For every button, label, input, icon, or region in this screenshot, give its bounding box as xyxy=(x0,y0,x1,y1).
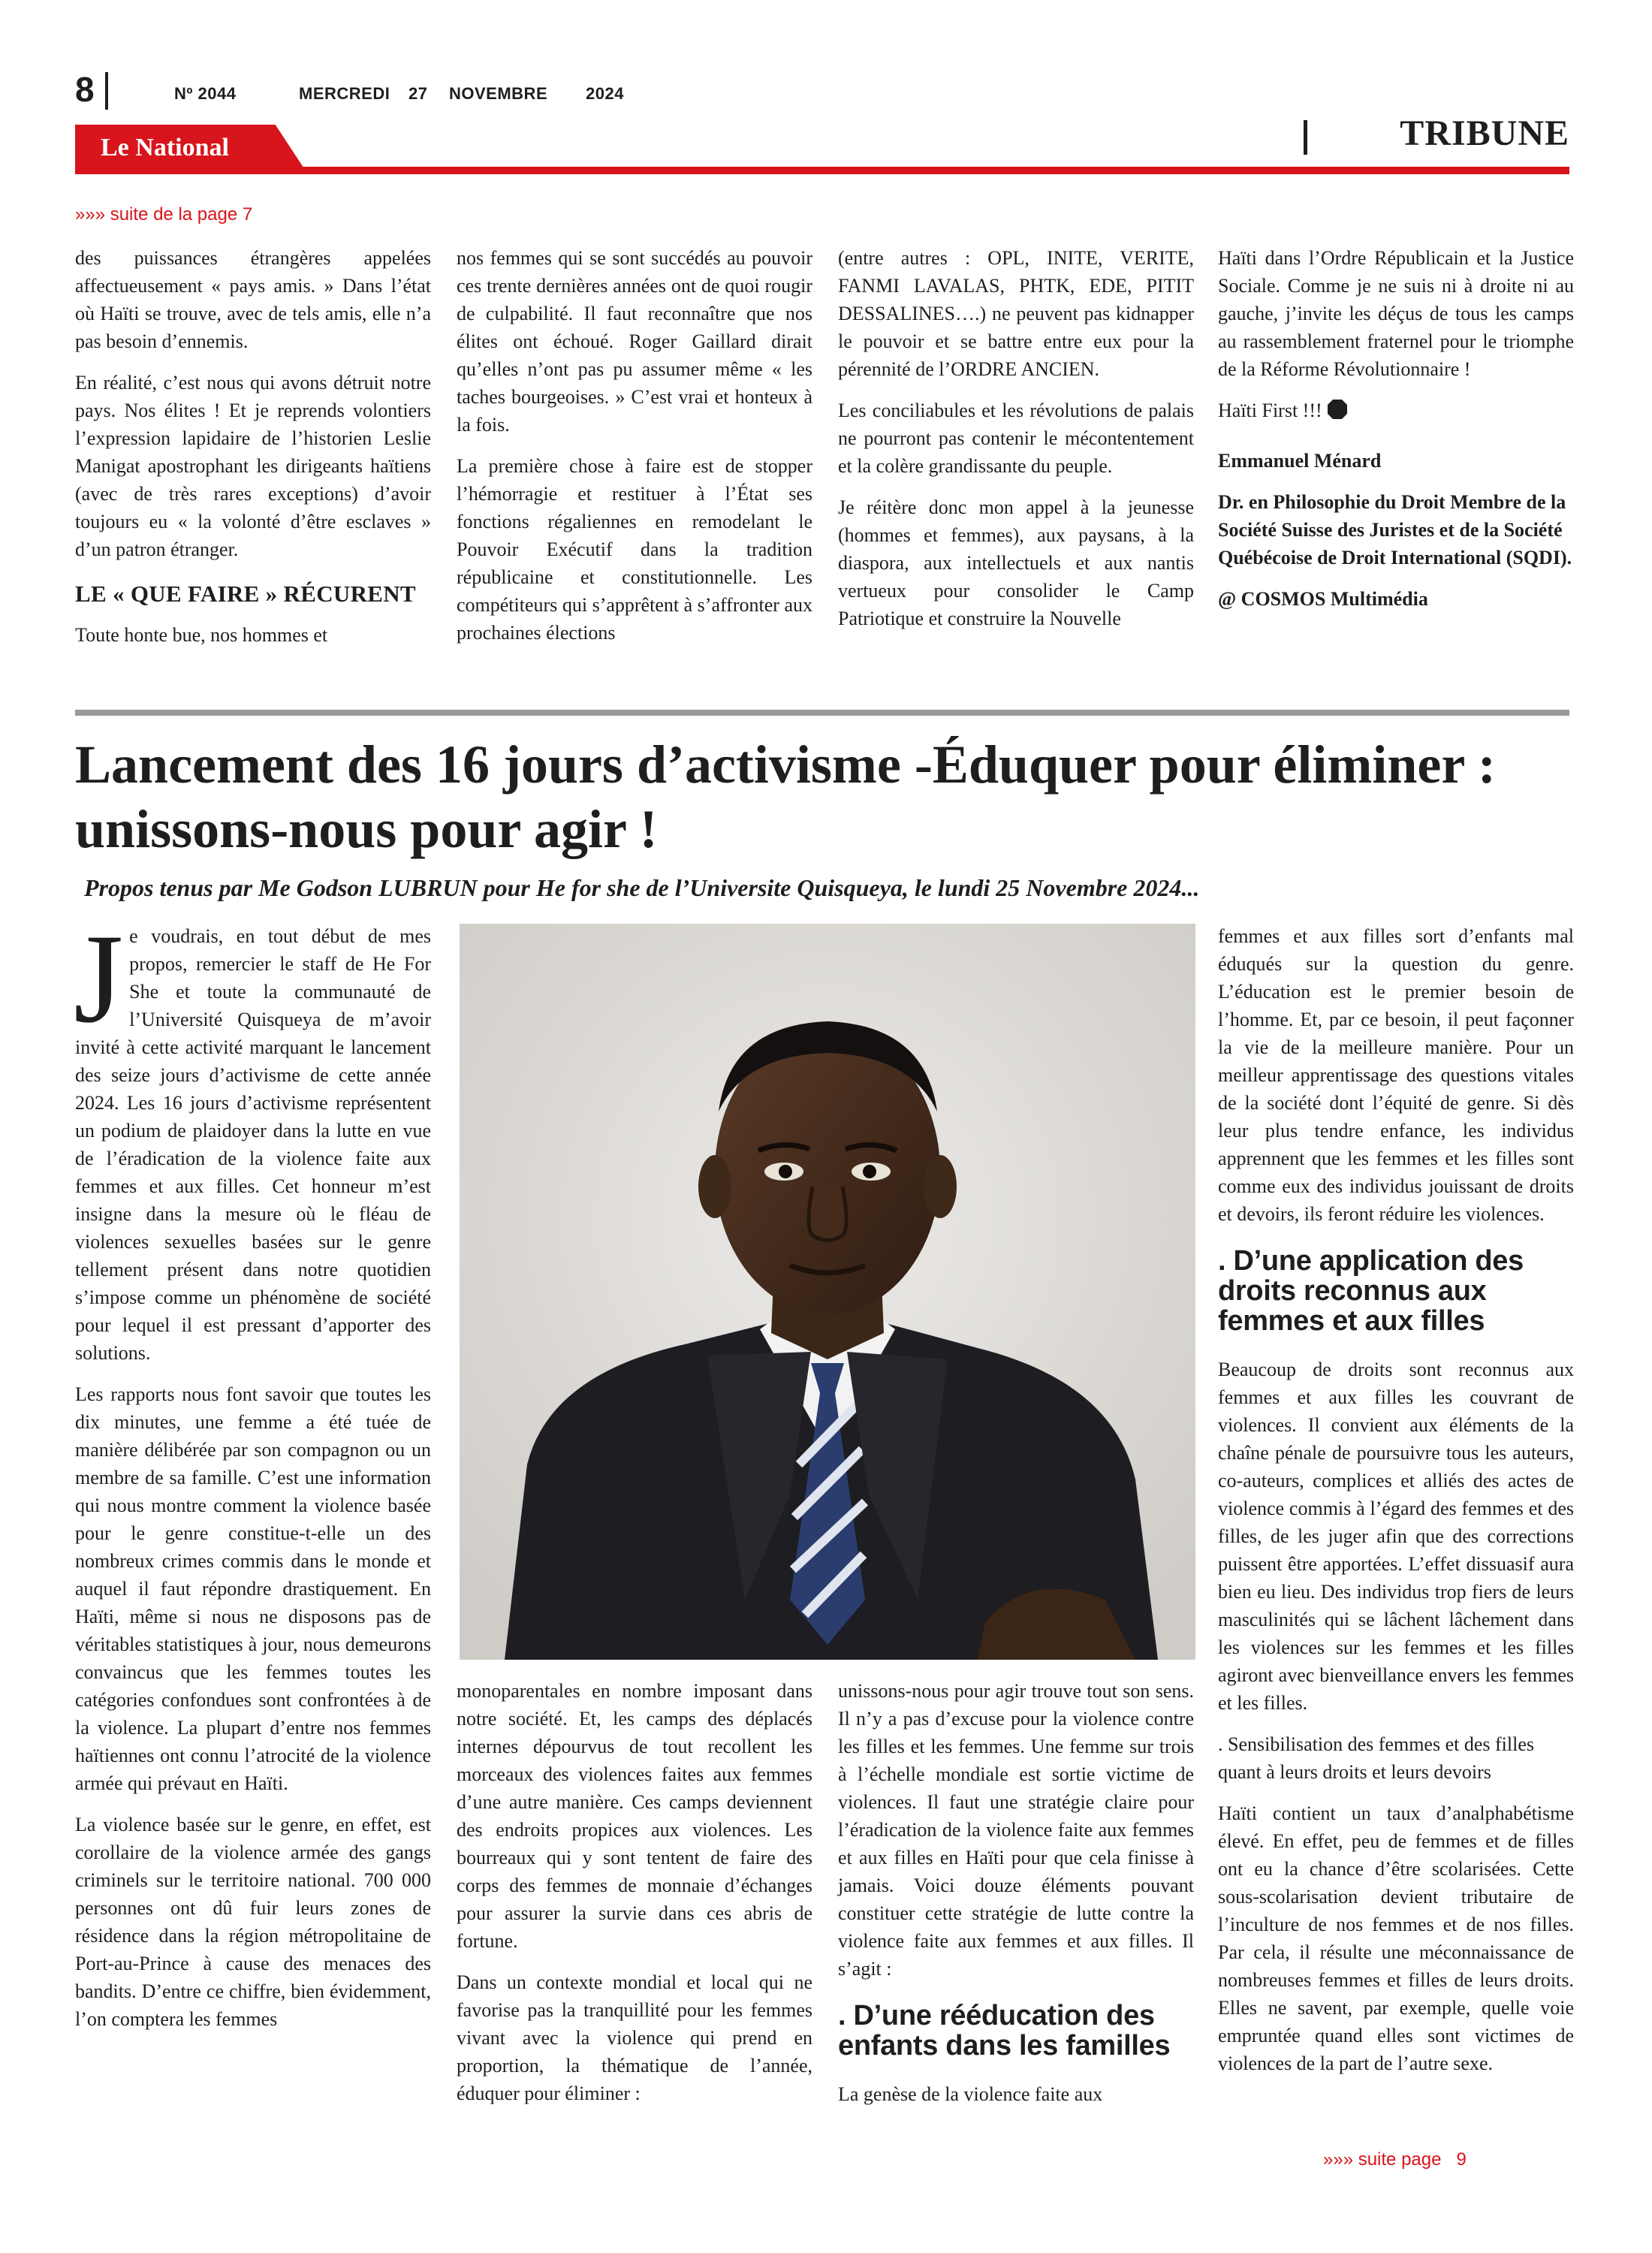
paragraph: unissons-nous pour agir trouve tout son sens. Il n’y a pas d’excuse pour la violence contre les filles et les femmes. Une femme sur trois à l’échelle mondiale est sortie victime de violences. Il faut une stratégie claire pour l’éradication de la violence faite aux femmes et aux filles en Haïti pour que cela finisse à jamais. Voici douze éléments pouvant constituer cette stratégie de lutte contre la violence faite aux femmes et aux filles. Il s’agit : xyxy=(838,1680,1194,1980)
page-number-divider xyxy=(105,72,108,110)
tribune-column-2 xyxy=(457,244,812,647)
article-subheading: . D’une rééducation des enfants dans les familles xyxy=(838,2000,1171,2061)
photo-credit: @ COSMOS Multimédia xyxy=(1218,588,1428,610)
paragraph: Haïti dans l’Ordre Républicain et la Justice Sociale. Comme je ne suis ni à droite ni au gauche, j’invite les déçus de tous les camps au rassemblement fraternel pour le triomphe de la Réforme Révolutionnaire ! xyxy=(1218,247,1574,380)
issue-number: Nº 2044 xyxy=(174,84,237,103)
paragraph: des puissances étrangères appelées affectueusement « pays amis. » Dans l’état où Haïti se trouve, avec de tels amis, elle n’a pas besoin d’ennemis. xyxy=(75,247,431,352)
tribune-subheading: LE « QUE FAIRE » RÉCURENT xyxy=(75,581,416,607)
article-divider xyxy=(75,710,1569,716)
date-day: MERCREDI xyxy=(299,84,390,103)
paragraph: La violence basée sur le genre, en effet, est corollaire de la violence armée des gangs criminels sur le territoire national. 700 000 personnes ont dû fuir leurs zones de résidence dans la région métropolitaine de Port-au-Prince à cause des menaces des bandits. D’entre ce chiffre, bien évidemment, l’on comptera les femmes xyxy=(75,1814,431,2030)
article-column-1 xyxy=(74,908,431,2033)
continued-on-prefix: »»» suite page xyxy=(1323,2149,1442,2170)
date-year: 2024 xyxy=(586,84,624,103)
paragraph: La genèse de la violence faite aux xyxy=(838,2083,1103,2105)
newspaper-brand: Le National xyxy=(101,134,229,161)
paragraph: monoparentales en nombre imposant dans notre société. Et, les camps des déplacés internes dépourvus de tout recollent les morceaux des violences faites aux femmes d’une autre manière. Ces camps deviennent des endroits propices aux violences. Les bourreaux qui y sont tentent de faire des corps des femmes de monnaie d’échanges pour assurer la survie dans ces abris de fortune. xyxy=(457,1680,812,1952)
tribune-column-1 xyxy=(75,244,431,649)
paragraph: Je réitère donc mon appel à la jeunesse (hommes et femmes), aux paysans, à la diaspora, aux intellectuels et aux nantis vertueux pour consolider le Camp Patriotique et construire la Nouvelle xyxy=(838,496,1194,629)
end-mark-icon xyxy=(1327,399,1348,420)
paragraph: Les rapports nous font savoir que toutes les dix minutes, une femme a été tuée de manière délibérée par son compagnon ou un membre de sa famille. C’est une information qui nous montre comment la violence basée pour le genre constitue-t-elle un des nombreux crimes commis dans le monde et auquel il faut répondre drastiquement. En Haïti, même si nous ne disposons pas de véritables statistiques à jour, nous demeurons convaincus que les femmes toutes les catégories confondues sont confrontées à de la violence. La plupart d’entre nos femmes haïtiennes ont connu l’atrocité de la violence armée qui prévaut en Haïti. xyxy=(75,1383,431,1794)
date-month: NOVEMBRE xyxy=(449,84,548,103)
paragraph: Les conciliabules et les révolutions de palais ne pourront pas contenir le mécontentement et la colère grandissante du peuple. xyxy=(838,400,1194,477)
paragraph: Dans un contexte mondial et local qui ne favorise pas la tranquillité pour les femmes vivant avec la violence qui prend en proportion, la thématique de l’année, éduquer pour éliminer : xyxy=(457,1971,812,2104)
article-subheading: . D’une application des droits reconnus aux femmes et aux filles xyxy=(1218,1245,1524,1337)
page-number: 8 xyxy=(75,70,95,109)
paragraph: La première chose à faire est de stopper l’hémorragie et restituer à l’État ses fonctions régaliennes en remodelant le Pouvoir Exécutif dans la tradition républicaine et constitutionnelle. Les compétiteurs qui s’apprêtent à s’affronter aux prochaines élections xyxy=(457,455,812,644)
article-column-4 xyxy=(1218,922,1574,2077)
continued-on-label xyxy=(1323,2149,1467,2170)
article-standfirst: Propos tenus par Me Godson LUBRUN pour He for she de l’Universite Quisqueya, le lundi 25 Novembre 2024... xyxy=(84,874,1200,901)
paragraph: nos femmes qui se sont succédés au pouvoir ces trente dernières années ont de quoi rougir de culpabilité. Il faut reconnaître que nos élites ont échoué. Roger Gaillard dirait qu’elles n’ont pas pu assumer même « les taches bourgeoises. » C’est vrai et honteux à la fois. xyxy=(457,247,812,436)
continued-from-label: »»» suite de la page 7 xyxy=(75,204,253,225)
paragraph: En réalité, c’est nous qui avons détruit notre pays. Nos élites ! Et je reprends volontiers l’expression lapidaire de l’historien Leslie Manigat apostrophant les dirigeants haïtiens (avec de très rares exceptions) d’avoir toujours eu « la volonté d’être esclaves » d’un patron étranger. xyxy=(75,372,431,560)
paragraph: . Sensibilisation des femmes et des filles quant à leurs droits et leurs devoirs xyxy=(1218,1733,1534,1783)
author-credentials: Dr. en Philosophie du Droit Membre de la Société Suisse des Juristes et de la Société Québécoise de Droit International (SQDI). xyxy=(1218,491,1572,569)
section-divider xyxy=(1304,120,1307,155)
continued-on-page: 9 xyxy=(1456,2149,1467,2170)
portrait-illustration xyxy=(460,924,1195,1660)
paragraph: femmes et aux filles sort d’enfants mal éduqués sur la question du genre. L’éducation est le premier besoin de l’homme. Et, par ce besoin, il peut façonner la vie de la meilleure manière. Pour un meilleur apprentissage des questions vitales de la société dont l’équité de genre. Si dès leur plus tendre enfance, les individus apprennent que les femmes et les filles sont comme eux des individus jouissant de droits et devoirs, ils feront réduire les violences. xyxy=(1218,925,1574,1225)
tribune-column-4 xyxy=(1218,244,1574,613)
paragraph: Haïti contient un taux d’analphabétisme élevé. En effet, peu de femmes et de filles ont eu la chance d’être scolarisées. Cette sous-scolarisation devient tributaire de l’inculture de nos femmes et de nos filles. Par cela, il résulte une méconnaissance de nombreuses femmes et filles de leurs droits. Elles ne savent, par exemple, quelle voie empruntée quand elles sont victimes de violences de la part de l’autre sexe. xyxy=(1218,1802,1574,2074)
paragraph: (entre autres : OPL, INITE, VERITE, FANMI LAVALAS, PHTK, EDE, PITIT DESSALINES….) ne peuvent pas kidnapper le pouvoir et se battre entre eux pour la pérennité de l’ORDRE ANCIEN. xyxy=(838,247,1194,380)
drop-cap: J xyxy=(74,908,124,1049)
portrait-photo xyxy=(460,924,1195,1660)
closing-line: Haïti First !!! xyxy=(1218,400,1322,421)
opening-text: e voudrais, en tout début de mes propos, remercier le staff de He For She et toute la communauté de l’Université Quisqueya de m’avoir invité à cette activité marquant le lancement des seize jours d’activisme de cette année 2024. Les 16 jours d’activisme représentent un podium de plaidoyer dans la lutte en vue de l’éradication de la violence faite aux femmes et aux filles. Cet honneur m’est insigne dans la mesure où le fléau de violences sexuelles basées sur le genre tellement présent dans notre quotidien s’impose comme un phénomène de société pour lequel il est pressant d’apporter des solutions. xyxy=(75,925,431,1364)
date-number: 27 xyxy=(408,84,428,103)
author-name: Emmanuel Ménard xyxy=(1218,450,1382,472)
paragraph xyxy=(1218,397,1574,424)
tribune-column-3 xyxy=(838,244,1194,632)
section-title: TRIBUNE xyxy=(1400,113,1569,153)
paragraph: Toute honte bue, nos hommes et xyxy=(75,624,328,646)
paragraph: Beaucoup de droits sont reconnus aux femmes et aux filles les couvrant de violences. Il convient aux éléments de la chaîne pénale de poursuivre tous les auteurs, co-auteurs, complices et alliés des actes de violence commis à l’égard des femmes et des filles, de les juger afin que des corrections puissent être apportées. L’effet dissuasif aura bien eu lieu. Des individus trop fiers de leurs masculinités qui se lâchent lâchement dans les violences sur les femmes et les filles agiront avec bienveillance envers les femmes et les filles. xyxy=(1218,1359,1574,1714)
article-column-2 xyxy=(457,1677,812,2107)
article-column-3 xyxy=(838,1677,1194,2108)
paragraph xyxy=(74,908,431,1367)
article-headline: Lancement des 16 jours d’activisme -Éduquer pour éliminer : unissons-nous pour agir ! xyxy=(75,734,1496,859)
